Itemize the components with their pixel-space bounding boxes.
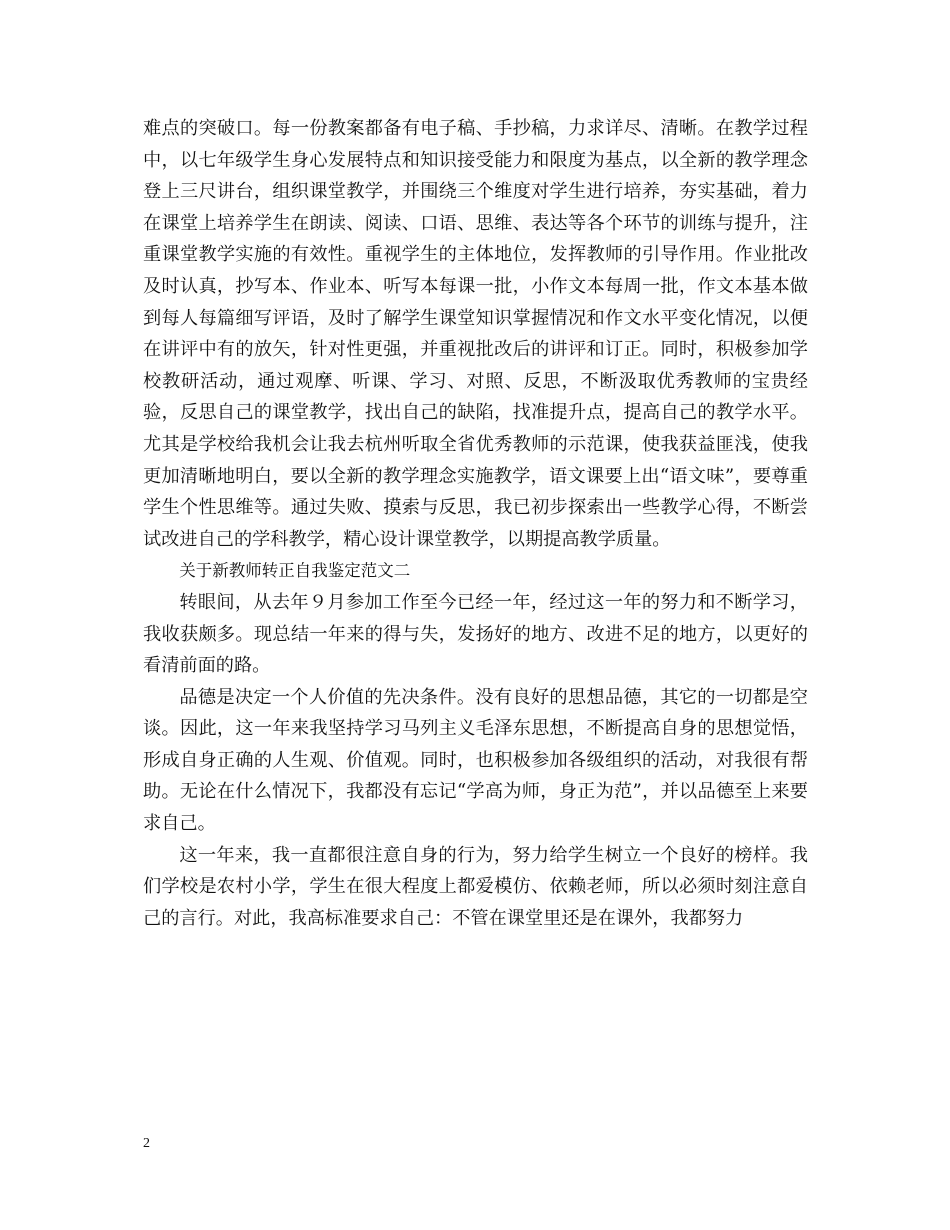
paragraph-intro: 转眼间，从去年９月参加工作至今已经一年，经过这一年的努力和不断学习，我收获颇多。现总结一年来的得与失，发扬好的地方、改进不足的地方，以更好的看清前面的路。 — [143, 591, 808, 677]
paragraph-conduct: 这一年来，我一直都很注意自身的行为，努力给学生树立一个良好的榜样。我们学校是农村小学，学生在很大程度上都爱模仿、依赖老师，所以必须时刻注意自己的言行。对此，我高标准要求自己：不管在课堂里还是在课外，我都努力 — [143, 844, 808, 929]
page-number: 2 — [143, 1136, 150, 1151]
paragraph-teaching-practice: 难点的突破口。每一份教案都备有电子稿、手抄稿，力求详尽、清晰。在教学过程中，以七年级学生身心发展特点和知识接受能力和限度为基点，以全新的教学理念登上三尺讲台，组织课堂教学，并围绕三个维度对学生进行培养，夯实基础，着力在课堂上培养学生在朗读、阅读、口语、思维、表达等各个环节的训练与提升，注重课堂教学实施的有效性。重视学生的主体地位，发挥教师的引导作用。作业批改及时认真，抄写本、作业本、听写本每课一批，小作文本每周一批，作文本基本做到每人每篇细写评语，及时了解学生课堂知识掌握情况和作文水平变化情况，以便在讲评中有的放矢，针对性更强，并重视批改后的讲评和订正。同时，积极参加学校教研活动，通过观摩、听课、学习、对照、反思，不断汲取优秀教师的宝贵经验，反思自己的课堂教学，找出自己的缺陷，找准提升点，提高自己的教学水平。尤其是学校给我机会让我去杭州听取全省优秀教师的示范课，使我获益匪浅，使我更加清晰地明白，要以全新的教学理念实施教学，语文课要上出“语文味”，要尊重学生个性思维等。通过失败、摸索与反思，我已初步探索出一些教学心得，不断尝试改进自己的学科教学，精心设计课堂教学，以期提高教学质量。 — [143, 118, 808, 550]
document-body — [143, 113, 808, 934]
section-heading: 关于新教师转正自我鉴定范文二 — [179, 561, 411, 581]
paragraph-morality: 品德是决定一个人价值的先决条件。没有良好的思想品德，其它的一切都是空谈。因此，这一年来我坚持学习马列主义毛泽东思想，不断提高自身的思想觉悟，形成自身正确的人生观、价值观。同时，也积极参加各级组织的活动，对我很有帮助。无论在什么情况下，我都没有忘记“学高为师，身正为范”，并以品德至上来要求自己。 — [143, 686, 808, 835]
